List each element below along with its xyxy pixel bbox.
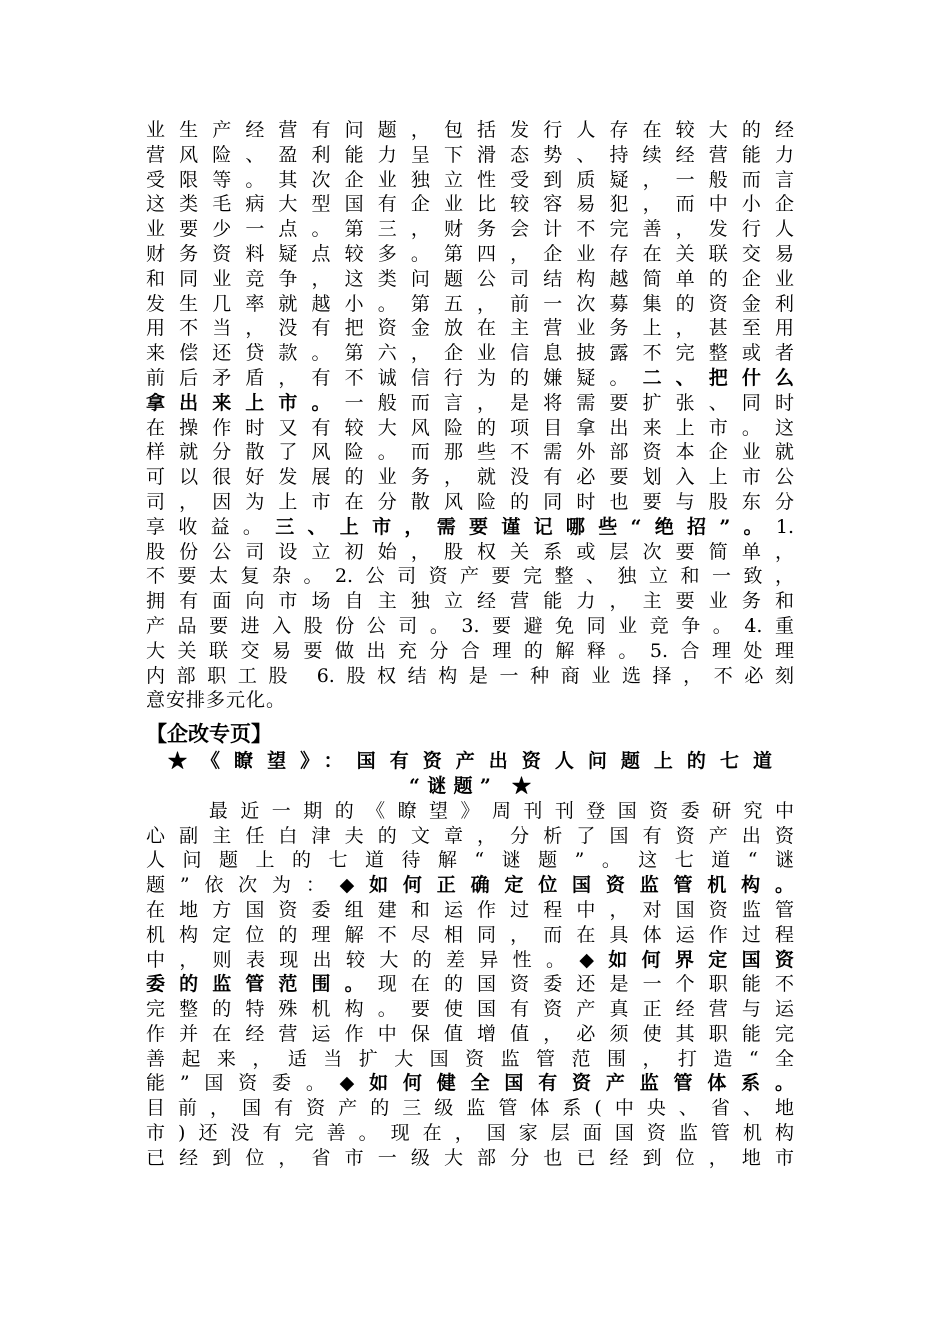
text-line — [146, 1071, 794, 1096]
text-run: 能”国资委。 — [146, 1072, 340, 1095]
text-line: 发生几率就越小。第五，前一次募集的资金利 — [146, 292, 794, 315]
text-line: 样就分散了风险。而那些不需外部资本企业就 — [146, 441, 794, 464]
text-run: 1. — [775, 515, 794, 538]
text-line: 在操作时又有较大风险的项目拿出来上市。这 — [146, 416, 794, 439]
headline-line-2: “谜题” ★ — [408, 774, 539, 797]
text-line: 不要太复杂。2.公司资产要完整、独立和一致， — [146, 565, 794, 588]
text-line: 已经到位，省市一级大部分也已经到位，地市 — [146, 1146, 794, 1169]
text-run: 前后矛盾，有不诚信行为的嫌疑。 — [146, 366, 643, 389]
text-line — [146, 873, 794, 898]
text-line: 业生产经营有问题，包括发行人存在较大的经 — [146, 119, 794, 141]
text-line: 受限等。其次企业独立性受到质疑，一般而言 — [146, 168, 794, 191]
text-run: 中，则表现出较大的差异性。 — [146, 948, 580, 971]
article-paragraph-4 — [146, 1096, 794, 1170]
bold-heading-run: 三、上市，需要谨记哪些“绝招”。 — [275, 515, 776, 538]
article-headline — [146, 749, 794, 799]
text-line: 业要少一点。第三，财务会计不完善，发行人 — [146, 218, 794, 241]
text-line: 营风险、盈利能力呈下滑态势、持续经营能力 — [146, 143, 794, 166]
text-line — [146, 515, 794, 540]
text-line: 和同业竞争，这类问题公司结构越简单的企业 — [146, 267, 794, 290]
text-line: 目前，国有资产的三级监管体系(中央、省、地 — [146, 1097, 794, 1120]
text-line: 拥有面向市场自主独立经营能力，主要业务和 — [146, 590, 794, 613]
bold-heading-run: 委的监管范围。 — [146, 973, 378, 996]
text-line — [146, 948, 794, 973]
text-line — [146, 391, 794, 416]
text-run: 题”依次为： — [146, 874, 340, 897]
text-line: 产品要进入股份公司。3.要避免同业竞争。4.重 — [146, 614, 794, 637]
text-line: 司，因为上市在分散风险的同时也要与股东分 — [146, 490, 794, 513]
text-line: 市)还没有完善。现在，国家层面国资监管机构 — [146, 1122, 794, 1145]
article-paragraph-2 — [146, 898, 794, 948]
text-line: 这类毛病大型国有企业比较容易犯，而中小企 — [146, 193, 794, 216]
body-paragraph-2 — [146, 416, 794, 515]
text-line: 心副主任白津夫的文章，分析了国有资产出资 — [146, 824, 794, 847]
text-line: 完整的特殊机构。要使国有资产真正经营与运 — [146, 998, 794, 1021]
text-line: 在地方国资委组建和运作过程中，对国资监管 — [146, 898, 794, 921]
text-run: 享收益。 — [146, 515, 276, 538]
text-line: 最近一期的《瞭望》周刊刊登国资委研究中 — [146, 799, 794, 822]
article-paragraph-1 — [146, 799, 794, 873]
headline-line-1: ★《瞭望》：国有资产出资人问题上的七道 — [168, 750, 775, 773]
body-paragraph-3 — [146, 540, 794, 689]
text-line: 来偿还贷款。第六，企业信息披露不完整或者 — [146, 342, 794, 365]
text-line: 财务资料疑点较多。第四，企业存在关联交易 — [146, 242, 794, 265]
text-line: 意安排多元化。 — [146, 689, 287, 712]
bold-heading-run: ◆如何正确定位国资监管机构。 — [339, 874, 794, 897]
bold-heading-run: ◆如何健全国有资产监管体系。 — [339, 1072, 794, 1095]
text-line: 股份公司设立初始，股权关系或层次要简单， — [146, 540, 794, 563]
article-paragraph-3 — [146, 997, 794, 1071]
bold-heading-run: 二、把什么 — [642, 366, 794, 389]
text-line — [146, 972, 794, 997]
text-run: 现在的国资委还是一个职能不 — [377, 973, 794, 996]
text-line: 作并在经营运作中保值增值，必须使其职能完 — [146, 1022, 794, 1045]
bold-heading-run: ◆如何界定国资 — [579, 948, 794, 971]
text-line: 机构定位的理解不尽相同，而在具体运作过程 — [146, 923, 794, 946]
text-line: 内部职工股 6.股权结构是一种商业选择，不必刻 — [146, 664, 794, 687]
text-line: 善起来，适当扩大国资监管范围，打造“全 — [146, 1047, 794, 1070]
body-paragraph-1 — [146, 118, 794, 366]
text-run: 一般而言，是将需要扩张、同时 — [344, 391, 794, 414]
section-title: 【企改专页】 — [146, 722, 272, 747]
text-line: 可以很好发展的业务，就没有必要划入上市公 — [146, 466, 794, 489]
text-line: 大关联交易要做出充分合理的解释。5.合理处理 — [146, 639, 794, 662]
text-line: 用不当，没有把资金放在主营业务上，甚至用 — [146, 317, 794, 340]
document-page — [146, 118, 794, 1171]
text-line: 人问题上的七道待解“谜题”。这七道“谜 — [146, 849, 794, 872]
text-line — [146, 366, 794, 391]
bold-heading-run: 拿出来上市。 — [146, 391, 345, 414]
